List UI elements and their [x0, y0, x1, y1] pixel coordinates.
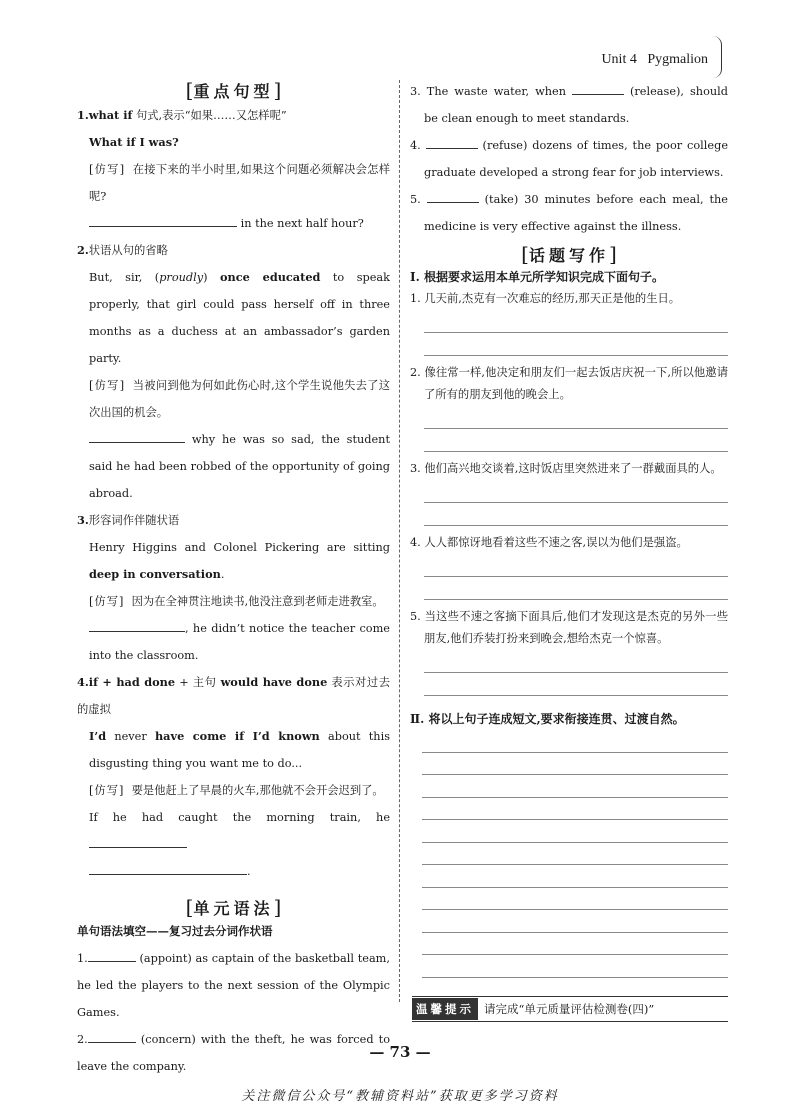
- tip-label: 温馨提示: [412, 998, 478, 1020]
- tip-box: [412, 996, 728, 1022]
- item-2-prompt: [仿写] 当被问到他为何如此伤心时,这个学生说他失去了这次出国的机会。: [89, 379, 390, 419]
- sentence-4: 4. 人人都惊讶地看着这些不速之客,误以为他们是强盗。: [410, 536, 688, 549]
- item-4-answer-cont: .: [77, 858, 390, 885]
- writing-line[interactable]: [424, 406, 728, 429]
- section-title-topic-writing: [话题写作]: [521, 242, 617, 266]
- left-column: [77, 78, 390, 1080]
- item-1-example: What if I was?: [89, 135, 179, 149]
- item-3-prompt: [仿写] 因为在全神贯注地读书,他没注意到老师走进教室。: [89, 595, 384, 608]
- answer-blank[interactable]: [89, 861, 247, 875]
- answer-blank[interactable]: [572, 81, 624, 95]
- page-number: — 73 —: [369, 1043, 431, 1061]
- item-1-prompt: [仿写] 在接下来的半小时里,如果这个问题必须解决会怎样呢?: [89, 163, 390, 203]
- section-title-key-sentences: [重点句型]: [185, 78, 282, 102]
- item-2-head: 2.状语从句的省略: [77, 243, 168, 257]
- grammar-item-3: 3. The waste water, when (release), should be clean enough to meet standards.: [410, 78, 728, 132]
- answer-blank[interactable]: [89, 834, 187, 848]
- grammar-subheading: 单句语法填空——复习过去分词作状语: [77, 924, 273, 938]
- footer-note: 关注微信公众号“教辅资料站”获取更多学习资料: [241, 1089, 559, 1104]
- item-4-example: I’d never have come if I’d known about this disgusting thing you want me to do...: [89, 729, 390, 770]
- writing-line[interactable]: [424, 577, 728, 600]
- item-4-prompt: [仿写] 要是他赶上了早晨的火车,那他就不会开会迟到了。: [89, 784, 384, 797]
- unit-label: Unit 4: [601, 52, 637, 67]
- item-4-answer: If he had caught the morning train, he: [77, 804, 390, 858]
- writing-line[interactable]: [424, 480, 728, 503]
- essay-line[interactable]: [422, 775, 728, 798]
- essay-line[interactable]: [422, 933, 728, 956]
- sentence-3: 3. 他们高兴地交谈着,这时饭店里突然进来了一群戴面具的人。: [410, 462, 722, 475]
- header-swash: [713, 36, 722, 78]
- item-3-example: Henry Higgins and Colonel Pickering are sitting deep in conversation.: [89, 541, 390, 581]
- item-2-answer: why he was so sad, the student said he had been robbed of the opportunity of going abroad.: [77, 426, 390, 507]
- section-title-unit-grammar: [单元语法]: [185, 895, 282, 919]
- item-1-answer: in the next half hour?: [77, 210, 390, 237]
- grammar-item-2: 2. (concern) with the theft, he was forced to leave the company.: [77, 1026, 390, 1080]
- sentence-1: 1. 几天前,杰克有一次难忘的经历,那天正是他的生日。: [410, 292, 681, 305]
- answer-blank[interactable]: [89, 429, 185, 443]
- writing-line[interactable]: [424, 650, 728, 673]
- sentence-2: 2. 像往常一样,他决定和朋友们一起去饭店庆祝一下,所以他邀请了所有的朋友到他的晚会上。: [410, 366, 728, 401]
- essay-line[interactable]: [422, 843, 728, 866]
- writing-line[interactable]: [424, 554, 728, 577]
- column-divider: [399, 80, 400, 1002]
- tip-text: 请完成“单元质量评估检测卷(四)”: [484, 1001, 655, 1016]
- item-2-example: But, sir, (proudly) once educated to speak properly, that girl could pass herself off in three months as a duchess at an ambassador’s garden party.: [89, 270, 390, 365]
- answer-blank[interactable]: [427, 189, 479, 203]
- running-header: [601, 52, 708, 68]
- unit-title: Pygmalion: [647, 52, 708, 67]
- part1-instruction: Ⅰ. 根据要求运用本单元所学知识完成下面句子。: [410, 270, 664, 284]
- answer-blank[interactable]: [89, 618, 185, 632]
- writing-line[interactable]: [424, 429, 728, 452]
- essay-line[interactable]: [422, 955, 728, 978]
- item-3-answer: , he didn’t notice the teacher come into the classroom.: [77, 615, 390, 669]
- answer-blank[interactable]: [89, 213, 237, 227]
- answer-blank[interactable]: [88, 948, 136, 962]
- grammar-item-5: 5. (take) 30 minutes before each meal, the medicine is very effective against the illness.: [410, 186, 728, 240]
- essay-line[interactable]: [422, 753, 728, 776]
- item-3-head: 3.形容词作伴随状语: [77, 513, 180, 527]
- writing-line[interactable]: [424, 333, 728, 356]
- writing-line[interactable]: [424, 673, 728, 696]
- part2-instruction: Ⅱ. 将以上句子连成短文,要求衔接连贯、过渡自然。: [410, 712, 685, 726]
- answer-blank[interactable]: [88, 1029, 136, 1043]
- right-column: [410, 78, 728, 1022]
- essay-line[interactable]: [422, 888, 728, 911]
- essay-line[interactable]: [422, 730, 728, 753]
- writing-line[interactable]: [424, 310, 728, 333]
- sentence-5: 5. 当这些不速之客摘下面具后,他们才发现这是杰克的另外一些朋友,他们乔装打扮来到晚会,想给杰克一个惊喜。: [410, 610, 728, 645]
- essay-line[interactable]: [422, 798, 728, 821]
- grammar-item-4: 4. (refuse) dozens of times, the poor college graduate developed a strong fear for job interviews.: [410, 132, 728, 186]
- item-4-head: 4.if + had done + 主句 would have done 表示对过去的虚拟: [77, 675, 391, 716]
- answer-blank[interactable]: [426, 135, 478, 149]
- essay-line[interactable]: [422, 910, 728, 933]
- essay-line[interactable]: [422, 820, 728, 843]
- essay-line[interactable]: [422, 865, 728, 888]
- writing-line[interactable]: [424, 503, 728, 526]
- item-1-head: 1.what if 句式,表示“如果……又怎样呢”: [77, 108, 287, 122]
- grammar-item-1: 1. (appoint) as captain of the basketball team, he led the players to the next session of the Olympic Games.: [77, 945, 390, 1026]
